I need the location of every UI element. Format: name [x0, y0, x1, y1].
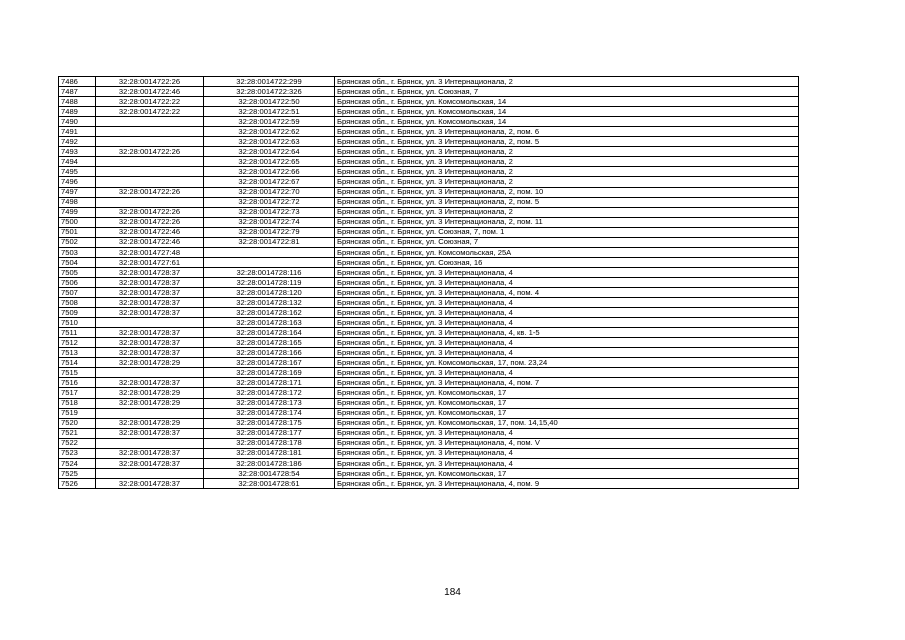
address-cell: Брянская обл., г. Брянск, ул. 3 Интернационала, 4: [335, 428, 799, 438]
address-cell: Брянская обл., г. Брянск, ул. 3 Интернационала, 2, пом. 5: [335, 137, 799, 147]
row-number-cell: 7509: [59, 308, 96, 318]
land-cadastral-number-cell: 32:28:0014728:37: [96, 298, 204, 308]
row-number-cell: 7492: [59, 137, 96, 147]
table-row: [59, 117, 799, 127]
land-cadastral-number-cell: 32:28:0014728:37: [96, 378, 204, 388]
land-cadastral-number-cell: 32:28:0014728:37: [96, 328, 204, 338]
row-number-cell: 7523: [59, 448, 96, 458]
address-cell: Брянская обл., г. Брянск, ул. 3 Интернационала, 2: [335, 167, 799, 177]
address-cell: Брянская обл., г. Брянск, ул. 3 Интернационала, 2, пом. 10: [335, 187, 799, 197]
address-cell: Брянская обл., г. Брянск, ул. Союзная, 7: [335, 237, 799, 247]
building-cadastral-number-cell: 32:28:0014728:169: [204, 368, 335, 378]
address-cell: Брянская обл., г. Брянск, ул. 3 Интернационала, 4: [335, 308, 799, 318]
land-cadastral-number-cell: 32:28:0014728:37: [96, 448, 204, 458]
table-row: [59, 458, 799, 468]
address-cell: Брянская обл., г. Брянск, ул. 3 Интернационала, 2, пом. 6: [335, 127, 799, 137]
land-cadastral-number-cell: 32:28:0014727:48: [96, 247, 204, 257]
row-number-cell: 7520: [59, 418, 96, 428]
row-number-cell: 7514: [59, 358, 96, 368]
land-cadastral-number-cell: 32:28:0014728:29: [96, 388, 204, 398]
land-cadastral-number-cell: 32:28:0014727:61: [96, 257, 204, 267]
table-row: [59, 187, 799, 197]
row-number-cell: 7505: [59, 267, 96, 277]
land-cadastral-number-cell: 32:28:0014722:26: [96, 147, 204, 157]
land-cadastral-number-cell: 32:28:0014722:22: [96, 97, 204, 107]
row-number-cell: 7511: [59, 328, 96, 338]
land-cadastral-number-cell: [96, 167, 204, 177]
building-cadastral-number-cell: 32:28:0014728:163: [204, 318, 335, 328]
address-cell: Брянская обл., г. Брянск, ул. 3 Интернационала, 4: [335, 458, 799, 468]
page-number: 184: [444, 587, 461, 598]
address-cell: Брянская обл., г. Брянск, ул. 3 Интернационала, 2, пом. 11: [335, 217, 799, 227]
table-row: [59, 468, 799, 478]
building-cadastral-number-cell: 32:28:0014728:164: [204, 328, 335, 338]
address-cell: Брянская обл., г. Брянск, ул. 3 Интернационала, 4, пом. 4: [335, 287, 799, 297]
building-cadastral-number-cell: 32:28:0014728:171: [204, 378, 335, 388]
table-row: [59, 107, 799, 117]
table-row: [59, 77, 799, 87]
table-row: [59, 247, 799, 257]
land-cadastral-number-cell: 32:28:0014722:26: [96, 77, 204, 87]
land-cadastral-number-cell: 32:28:0014728:29: [96, 358, 204, 368]
row-number-cell: 7516: [59, 378, 96, 388]
table-row: [59, 428, 799, 438]
building-cadastral-number-cell: 32:28:0014722:70: [204, 187, 335, 197]
building-cadastral-number-cell: [204, 257, 335, 267]
address-cell: Брянская обл., г. Брянск, ул. 3 Интернационала, 4: [335, 267, 799, 277]
table-row: [59, 408, 799, 418]
row-number-cell: 7491: [59, 127, 96, 137]
building-cadastral-number-cell: 32:28:0014728:181: [204, 448, 335, 458]
building-cadastral-number-cell: 32:28:0014722:66: [204, 167, 335, 177]
building-cadastral-number-cell: 32:28:0014728:167: [204, 358, 335, 368]
row-number-cell: 7501: [59, 227, 96, 237]
address-cell: Брянская обл., г. Брянск, ул. Комсомольская, 14: [335, 107, 799, 117]
land-cadastral-number-cell: [96, 137, 204, 147]
building-cadastral-number-cell: 32:28:0014722:62: [204, 127, 335, 137]
building-cadastral-number-cell: 32:28:0014728:172: [204, 388, 335, 398]
building-cadastral-number-cell: 32:28:0014728:119: [204, 277, 335, 287]
table-row: [59, 308, 799, 318]
table-row: [59, 197, 799, 207]
land-cadastral-number-cell: 32:28:0014722:46: [96, 237, 204, 247]
building-cadastral-number-cell: 32:28:0014722:50: [204, 97, 335, 107]
building-cadastral-number-cell: 32:28:0014728:174: [204, 408, 335, 418]
address-cell: Брянская обл., г. Брянск, ул. 3 Интернационала, 2: [335, 77, 799, 87]
row-number-cell: 7506: [59, 277, 96, 287]
land-cadastral-number-cell: [96, 468, 204, 478]
land-cadastral-number-cell: [96, 117, 204, 127]
address-cell: Брянская обл., г. Брянск, ул. Комсомольская, 17, пом. 23,24: [335, 358, 799, 368]
building-cadastral-number-cell: [204, 247, 335, 257]
table-row: [59, 97, 799, 107]
land-cadastral-number-cell: 32:28:0014722:22: [96, 107, 204, 117]
table-row: [59, 388, 799, 398]
row-number-cell: 7521: [59, 428, 96, 438]
land-cadastral-number-cell: 32:28:0014728:37: [96, 287, 204, 297]
land-cadastral-number-cell: 32:28:0014728:37: [96, 458, 204, 468]
address-cell: Брянская обл., г. Брянск, ул. Комсомольская, 17: [335, 468, 799, 478]
land-cadastral-number-cell: 32:28:0014728:37: [96, 348, 204, 358]
table-row: [59, 318, 799, 328]
address-cell: Брянская обл., г. Брянск, ул. 3 Интернационала, 4: [335, 448, 799, 458]
land-cadastral-number-cell: 32:28:0014728:37: [96, 478, 204, 488]
row-number-cell: 7510: [59, 318, 96, 328]
row-number-cell: 7522: [59, 438, 96, 448]
row-number-cell: 7517: [59, 388, 96, 398]
table-row: [59, 358, 799, 368]
address-cell: Брянская обл., г. Брянск, ул. Союзная, 16: [335, 257, 799, 267]
land-cadastral-number-cell: 32:28:0014728:37: [96, 267, 204, 277]
address-cell: Брянская обл., г. Брянск, ул. Комсомольская, 17: [335, 398, 799, 408]
building-cadastral-number-cell: 32:28:0014722:299: [204, 77, 335, 87]
table-row: [59, 177, 799, 187]
row-number-cell: 7486: [59, 77, 96, 87]
land-cadastral-number-cell: 32:28:0014722:26: [96, 217, 204, 227]
table-row: [59, 418, 799, 428]
row-number-cell: 7508: [59, 298, 96, 308]
building-cadastral-number-cell: 32:28:0014722:63: [204, 137, 335, 147]
table-row: [59, 438, 799, 448]
row-number-cell: 7488: [59, 97, 96, 107]
table-row: [59, 127, 799, 137]
address-cell: Брянская обл., г. Брянск, ул. 3 Интернационала, 4, кв. 1-5: [335, 328, 799, 338]
row-number-cell: 7525: [59, 468, 96, 478]
land-cadastral-number-cell: [96, 408, 204, 418]
building-cadastral-number-cell: 32:28:0014728:132: [204, 298, 335, 308]
address-cell: Брянская обл., г. Брянск, ул. 3 Интернационала, 4: [335, 368, 799, 378]
table-row: [59, 157, 799, 167]
row-number-cell: 7515: [59, 368, 96, 378]
address-cell: Брянская обл., г. Брянск, ул. Комсомольская, 14: [335, 117, 799, 127]
building-cadastral-number-cell: 32:28:0014722:74: [204, 217, 335, 227]
address-cell: Брянская обл., г. Брянск, ул. 3 Интернационала, 4: [335, 318, 799, 328]
address-cell: Брянская обл., г. Брянск, ул. 3 Интернационала, 4, пом. V: [335, 438, 799, 448]
table-row: [59, 378, 799, 388]
table-row: [59, 267, 799, 277]
address-cell: Брянская обл., г. Брянск, ул. 3 Интернационала, 4: [335, 338, 799, 348]
land-cadastral-number-cell: 32:28:0014722:26: [96, 207, 204, 217]
row-number-cell: 7497: [59, 187, 96, 197]
table-row: [59, 227, 799, 237]
land-cadastral-number-cell: [96, 127, 204, 137]
address-cell: Брянская обл., г. Брянск, ул. Комсомольская, 25А: [335, 247, 799, 257]
land-cadastral-number-cell: [96, 438, 204, 448]
land-cadastral-number-cell: 32:28:0014722:26: [96, 187, 204, 197]
address-cell: Брянская обл., г. Брянск, ул. Комсомольская, 17: [335, 408, 799, 418]
building-cadastral-number-cell: 32:28:0014722:72: [204, 197, 335, 207]
table-row: [59, 87, 799, 97]
address-cell: Брянская обл., г. Брянск, ул. 3 Интернационала, 2: [335, 177, 799, 187]
row-number-cell: 7504: [59, 257, 96, 267]
row-number-cell: 7499: [59, 207, 96, 217]
table-row: [59, 338, 799, 348]
registry-table-body: [59, 77, 799, 489]
land-cadastral-number-cell: [96, 177, 204, 187]
building-cadastral-number-cell: 32:28:0014722:65: [204, 157, 335, 167]
address-cell: Брянская обл., г. Брянск, ул. 3 Интернационала, 4, пом. 9: [335, 478, 799, 488]
row-number-cell: 7512: [59, 338, 96, 348]
address-cell: Брянская обл., г. Брянск, ул. 3 Интернационала, 2: [335, 147, 799, 157]
address-cell: Брянская обл., г. Брянск, ул. Комсомольская, 17, пом. 14,15,40: [335, 418, 799, 428]
row-number-cell: 7507: [59, 287, 96, 297]
land-cadastral-number-cell: 32:28:0014722:46: [96, 227, 204, 237]
row-number-cell: 7489: [59, 107, 96, 117]
address-cell: Брянская обл., г. Брянск, ул. Союзная, 7: [335, 87, 799, 97]
building-cadastral-number-cell: 32:28:0014728:186: [204, 458, 335, 468]
table-row: [59, 478, 799, 488]
table-row: [59, 207, 799, 217]
building-cadastral-number-cell: 32:28:0014728:173: [204, 398, 335, 408]
building-cadastral-number-cell: 32:28:0014728:165: [204, 338, 335, 348]
address-cell: Брянская обл., г. Брянск, ул. 3 Интернационала, 4: [335, 348, 799, 358]
address-cell: Брянская обл., г. Брянск, ул. 3 Интернационала, 2, пом. 5: [335, 197, 799, 207]
address-cell: Брянская обл., г. Брянск, ул. 3 Интернационала, 2: [335, 157, 799, 167]
building-cadastral-number-cell: 32:28:0014722:81: [204, 237, 335, 247]
land-cadastral-number-cell: [96, 318, 204, 328]
row-number-cell: 7500: [59, 217, 96, 227]
building-cadastral-number-cell: 32:28:0014728:162: [204, 308, 335, 318]
address-cell: Брянская обл., г. Брянск, ул. 3 Интернационала, 4: [335, 277, 799, 287]
table-row: [59, 257, 799, 267]
building-cadastral-number-cell: 32:28:0014728:175: [204, 418, 335, 428]
land-cadastral-number-cell: 32:28:0014728:29: [96, 418, 204, 428]
address-cell: Брянская обл., г. Брянск, ул. 3 Интернационала, 4, пом. 7: [335, 378, 799, 388]
address-cell: Брянская обл., г. Брянск, ул. Союзная, 7, пом. 1: [335, 227, 799, 237]
table-row: [59, 448, 799, 458]
address-cell: Брянская обл., г. Брянск, ул. 3 Интернационала, 4: [335, 298, 799, 308]
row-number-cell: 7490: [59, 117, 96, 127]
table-row: [59, 147, 799, 157]
building-cadastral-number-cell: 32:28:0014728:178: [204, 438, 335, 448]
land-cadastral-number-cell: 32:28:0014728:29: [96, 398, 204, 408]
row-number-cell: 7513: [59, 348, 96, 358]
building-cadastral-number-cell: 32:28:0014728:116: [204, 267, 335, 277]
address-cell: Брянская обл., г. Брянск, ул. Комсомольская, 17: [335, 388, 799, 398]
building-cadastral-number-cell: 32:28:0014722:51: [204, 107, 335, 117]
row-number-cell: 7495: [59, 167, 96, 177]
building-cadastral-number-cell: 32:28:0014722:67: [204, 177, 335, 187]
land-cadastral-number-cell: 32:28:0014728:37: [96, 277, 204, 287]
land-cadastral-number-cell: 32:28:0014728:37: [96, 308, 204, 318]
table-row: [59, 348, 799, 358]
table-row: [59, 287, 799, 297]
table-row: [59, 298, 799, 308]
building-cadastral-number-cell: 32:28:0014722:73: [204, 207, 335, 217]
row-number-cell: 7518: [59, 398, 96, 408]
land-cadastral-number-cell: 32:28:0014722:46: [96, 87, 204, 97]
table-row: [59, 137, 799, 147]
table-row: [59, 398, 799, 408]
row-number-cell: 7494: [59, 157, 96, 167]
row-number-cell: 7524: [59, 458, 96, 468]
row-number-cell: 7526: [59, 478, 96, 488]
building-cadastral-number-cell: 32:28:0014722:326: [204, 87, 335, 97]
table-row: [59, 277, 799, 287]
building-cadastral-number-cell: 32:28:0014722:64: [204, 147, 335, 157]
land-cadastral-number-cell: [96, 157, 204, 167]
table-row: [59, 328, 799, 338]
address-cell: Брянская обл., г. Брянск, ул. Комсомольская, 14: [335, 97, 799, 107]
row-number-cell: 7502: [59, 237, 96, 247]
building-cadastral-number-cell: 32:28:0014728:177: [204, 428, 335, 438]
registry-table: [58, 76, 799, 489]
building-cadastral-number-cell: 32:28:0014728:166: [204, 348, 335, 358]
table-row: [59, 217, 799, 227]
address-cell: Брянская обл., г. Брянск, ул. 3 Интернационала, 2: [335, 207, 799, 217]
land-cadastral-number-cell: [96, 368, 204, 378]
row-number-cell: 7493: [59, 147, 96, 157]
table-row: [59, 167, 799, 177]
table-row: [59, 368, 799, 378]
building-cadastral-number-cell: 32:28:0014728:61: [204, 478, 335, 488]
row-number-cell: 7503: [59, 247, 96, 257]
row-number-cell: 7496: [59, 177, 96, 187]
building-cadastral-number-cell: 32:28:0014728:54: [204, 468, 335, 478]
land-cadastral-number-cell: 32:28:0014728:37: [96, 338, 204, 348]
row-number-cell: 7519: [59, 408, 96, 418]
building-cadastral-number-cell: 32:28:0014728:120: [204, 287, 335, 297]
land-cadastral-number-cell: 32:28:0014728:37: [96, 428, 204, 438]
building-cadastral-number-cell: 32:28:0014722:79: [204, 227, 335, 237]
land-cadastral-number-cell: [96, 197, 204, 207]
building-cadastral-number-cell: 32:28:0014722:59: [204, 117, 335, 127]
row-number-cell: 7487: [59, 87, 96, 97]
table-row: [59, 237, 799, 247]
row-number-cell: 7498: [59, 197, 96, 207]
